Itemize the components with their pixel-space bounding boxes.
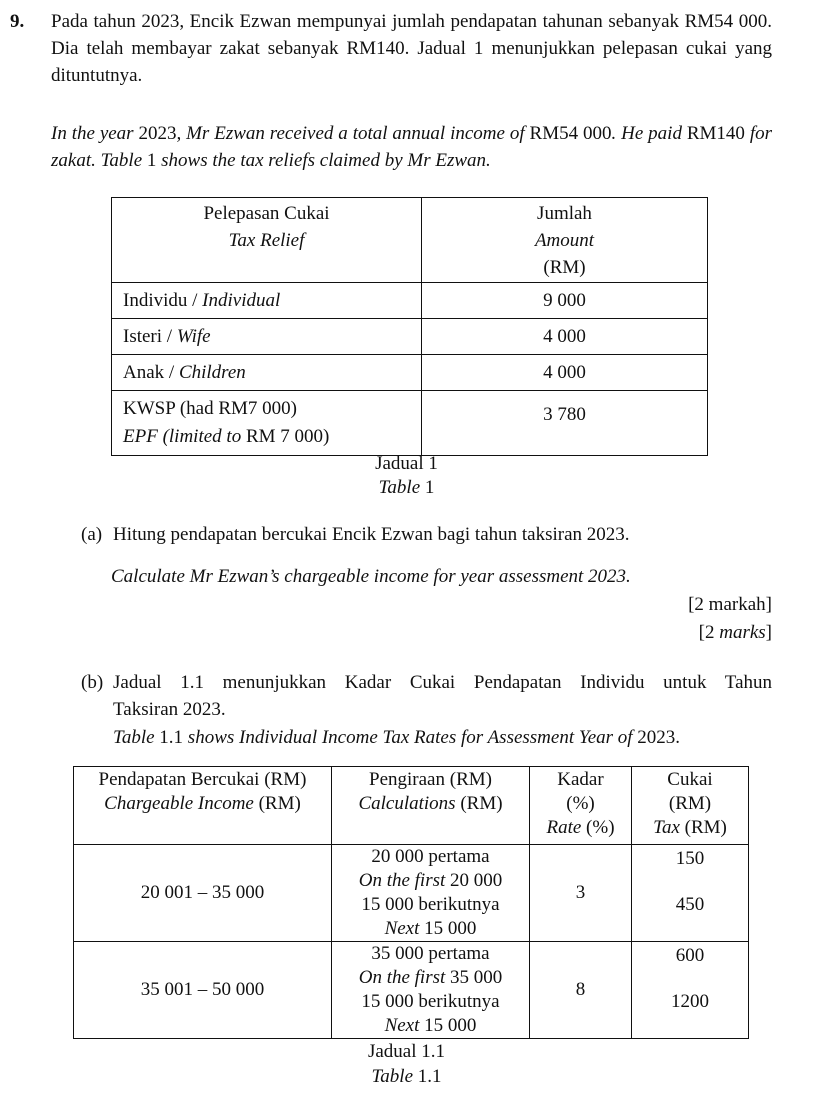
part-a-marks-malay: [2 markah] <box>688 594 772 615</box>
calc-next-en-num: 15 000 <box>424 918 477 939</box>
h1-malay: Pendapatan Bercukai (RM) <box>98 769 307 790</box>
calc-next-en-word: Next <box>384 1015 420 1036</box>
kwsp-en-b: limited to <box>168 426 242 447</box>
table2-caption-english <box>0 1063 813 1090</box>
calc-first: 35 000 pertama <box>371 943 490 964</box>
h1-english <box>74 792 331 816</box>
part-a-marks-english <box>699 619 772 646</box>
calc-first-en-word: On the first <box>358 870 446 891</box>
intro-en-1: In the year <box>51 123 134 144</box>
relief-malay: Anak / <box>123 362 175 383</box>
marks-word: marks <box>719 622 766 643</box>
calc-first-en-num: 35 000 <box>450 967 503 988</box>
intro-en-table-ref: 1 <box>146 150 157 171</box>
kwsp-en-c: RM 7 000) <box>245 426 330 447</box>
intro-en-income: RM54 000 <box>529 123 612 144</box>
part-a-malay: Hitung pendapatan bercukai Encik Ezwan bagi tahun taksiran 2023. <box>113 524 630 545</box>
header-chargeable-income <box>74 767 332 845</box>
intro-malay: Pada tahun 2023, Encik Ezwan mempunyai jumlah pendapatan tahunan sebanyak RM54 000. Dia telah membayar zakat sebanyak RM140. Jadual 1 menunjukkan pelepasan cukai yang dituntutnya. <box>51 11 772 86</box>
calc-next: 15 000 berikutnya <box>361 894 500 915</box>
h2-en-unit: (RM) <box>460 793 503 814</box>
intro-en-5: shows the tax reliefs claimed by Mr Ezwan. <box>161 150 491 171</box>
header-tax <box>632 767 749 845</box>
tax-first: 600 <box>675 945 705 966</box>
table2-caption-word: Table <box>371 1066 414 1087</box>
table2-caption-num: 1.1 <box>417 1066 442 1087</box>
calc-first-en-word: On the first <box>358 967 446 988</box>
part-b-malay-line1: Jadual 1.1 menunjukkan Kadar Cukai Pendapatan Individu untuk Tahun <box>113 672 772 693</box>
relief-malay: Individu / <box>123 290 198 311</box>
calc-next: 15 000 berikutnya <box>361 991 500 1012</box>
intro-english <box>51 120 772 174</box>
h1-en-unit: (RM) <box>258 793 301 814</box>
table1-caption-malay: Jadual 1 <box>375 453 438 474</box>
header-tax-relief-malay: Pelepasan Cukai <box>203 203 330 224</box>
relief-amount: 4 000 <box>422 319 708 355</box>
h4-unit: (RM) <box>668 793 712 814</box>
h3-english <box>530 816 631 840</box>
part-b-label: (b) <box>81 672 104 693</box>
relief-english: Individual <box>202 290 281 311</box>
h1-en-word: Chargeable Income <box>104 793 254 814</box>
tax-next: 1200 <box>671 991 709 1012</box>
table-row <box>74 845 749 942</box>
calc-first-english <box>332 966 529 990</box>
relief-amount: 4 000 <box>422 355 708 391</box>
kwsp-english <box>123 423 421 451</box>
tax <box>632 942 749 1039</box>
part-b-en-c: shows Individual Income Tax Rates for Assessment Year of <box>187 727 633 748</box>
table1-caption-english <box>0 474 813 501</box>
calc-next-english <box>332 917 529 941</box>
h3-pct: (%) <box>566 793 595 814</box>
h4-english <box>632 816 748 840</box>
table1-caption-num: 1 <box>424 477 435 498</box>
relief-label <box>112 355 422 391</box>
h3-malay: Kadar <box>557 769 604 790</box>
table-row <box>112 283 708 319</box>
table2-caption-malay: Jadual 1.1 <box>367 1041 446 1062</box>
income-range: 35 001 – 50 000 <box>74 942 332 1039</box>
relief-label <box>112 319 422 355</box>
table-header-row <box>74 767 749 845</box>
relief-label-kwsp <box>112 391 422 456</box>
relief-amount: 3 780 <box>422 391 708 456</box>
calc-first-english <box>332 869 529 893</box>
marks-close: ] <box>765 622 772 643</box>
part-b-en-d: 2023. <box>637 727 681 748</box>
intro-en-year: 2023 <box>138 123 177 144</box>
kwsp-en-a: EPF ( <box>123 426 169 447</box>
intro-en-4: for zakat. Table <box>51 123 772 171</box>
table-row <box>112 391 708 456</box>
relief-label <box>112 283 422 319</box>
table-row <box>112 355 708 391</box>
income-range: 20 001 – 35 000 <box>74 845 332 942</box>
calc-next-en-num: 15 000 <box>424 1015 477 1036</box>
relief-malay: Isteri / <box>123 326 173 347</box>
tax-first: 150 <box>675 848 705 869</box>
relief-english: Children <box>178 362 246 383</box>
table-row <box>112 319 708 355</box>
h4-en-word: Tax <box>653 817 680 838</box>
question-number: 9. <box>10 11 25 32</box>
header-amount-english: Amount <box>534 230 595 251</box>
h4-en-unit: (RM) <box>684 817 727 838</box>
table1-caption-word: Table <box>378 477 421 498</box>
intro-en-zakat: RM140 <box>686 123 745 144</box>
calc-next-en-word: Next <box>384 918 420 939</box>
part-b-en-b: 1.1 <box>159 727 184 748</box>
header-rate <box>530 767 632 845</box>
part-a-label: (a) <box>81 524 103 545</box>
header-amount-unit: (RM) <box>543 257 586 278</box>
h3-en-unit: (%) <box>586 817 615 838</box>
h2-english <box>332 792 529 816</box>
part-b-en-a: Table <box>113 727 155 748</box>
h4-malay: Cukai <box>667 769 713 790</box>
calculation <box>332 845 530 942</box>
calc-first: 20 000 pertama <box>371 846 490 867</box>
tax-next: 450 <box>675 894 705 915</box>
header-calculations <box>332 767 530 845</box>
relief-english: Wife <box>176 326 211 347</box>
tax-relief-table <box>111 197 708 456</box>
h2-en-word: Calculations <box>358 793 456 814</box>
table-row <box>74 942 749 1039</box>
income-tax-rate-table <box>73 766 749 1039</box>
intro-en-2: , Mr Ezwan received a total annual income of <box>176 123 525 144</box>
header-tax-relief <box>112 198 422 283</box>
calc-first-en-num: 20 000 <box>450 870 503 891</box>
calc-next-english <box>332 1014 529 1038</box>
h2-malay: Pengiraan (RM) <box>369 769 492 790</box>
intro-en-3: . He paid <box>611 123 682 144</box>
rate: 8 <box>530 942 632 1039</box>
calculation <box>332 942 530 1039</box>
marks-open: [2 <box>698 622 715 643</box>
relief-amount: 9 000 <box>422 283 708 319</box>
header-amount <box>422 198 708 283</box>
header-amount-malay: Jumlah <box>537 203 592 224</box>
part-a-english: Calculate Mr Ezwan’s chargeable income for year assessment 2023. <box>111 566 631 587</box>
part-b-malay-line2: Taksiran 2023. <box>113 699 226 720</box>
tax <box>632 845 749 942</box>
table-header-row <box>112 198 708 283</box>
rate: 3 <box>530 845 632 942</box>
header-tax-relief-english: Tax Relief <box>228 230 305 251</box>
kwsp-malay: KWSP (had RM7 000) <box>123 398 297 419</box>
part-b-english <box>113 724 680 751</box>
h3-en-word: Rate <box>546 817 582 838</box>
